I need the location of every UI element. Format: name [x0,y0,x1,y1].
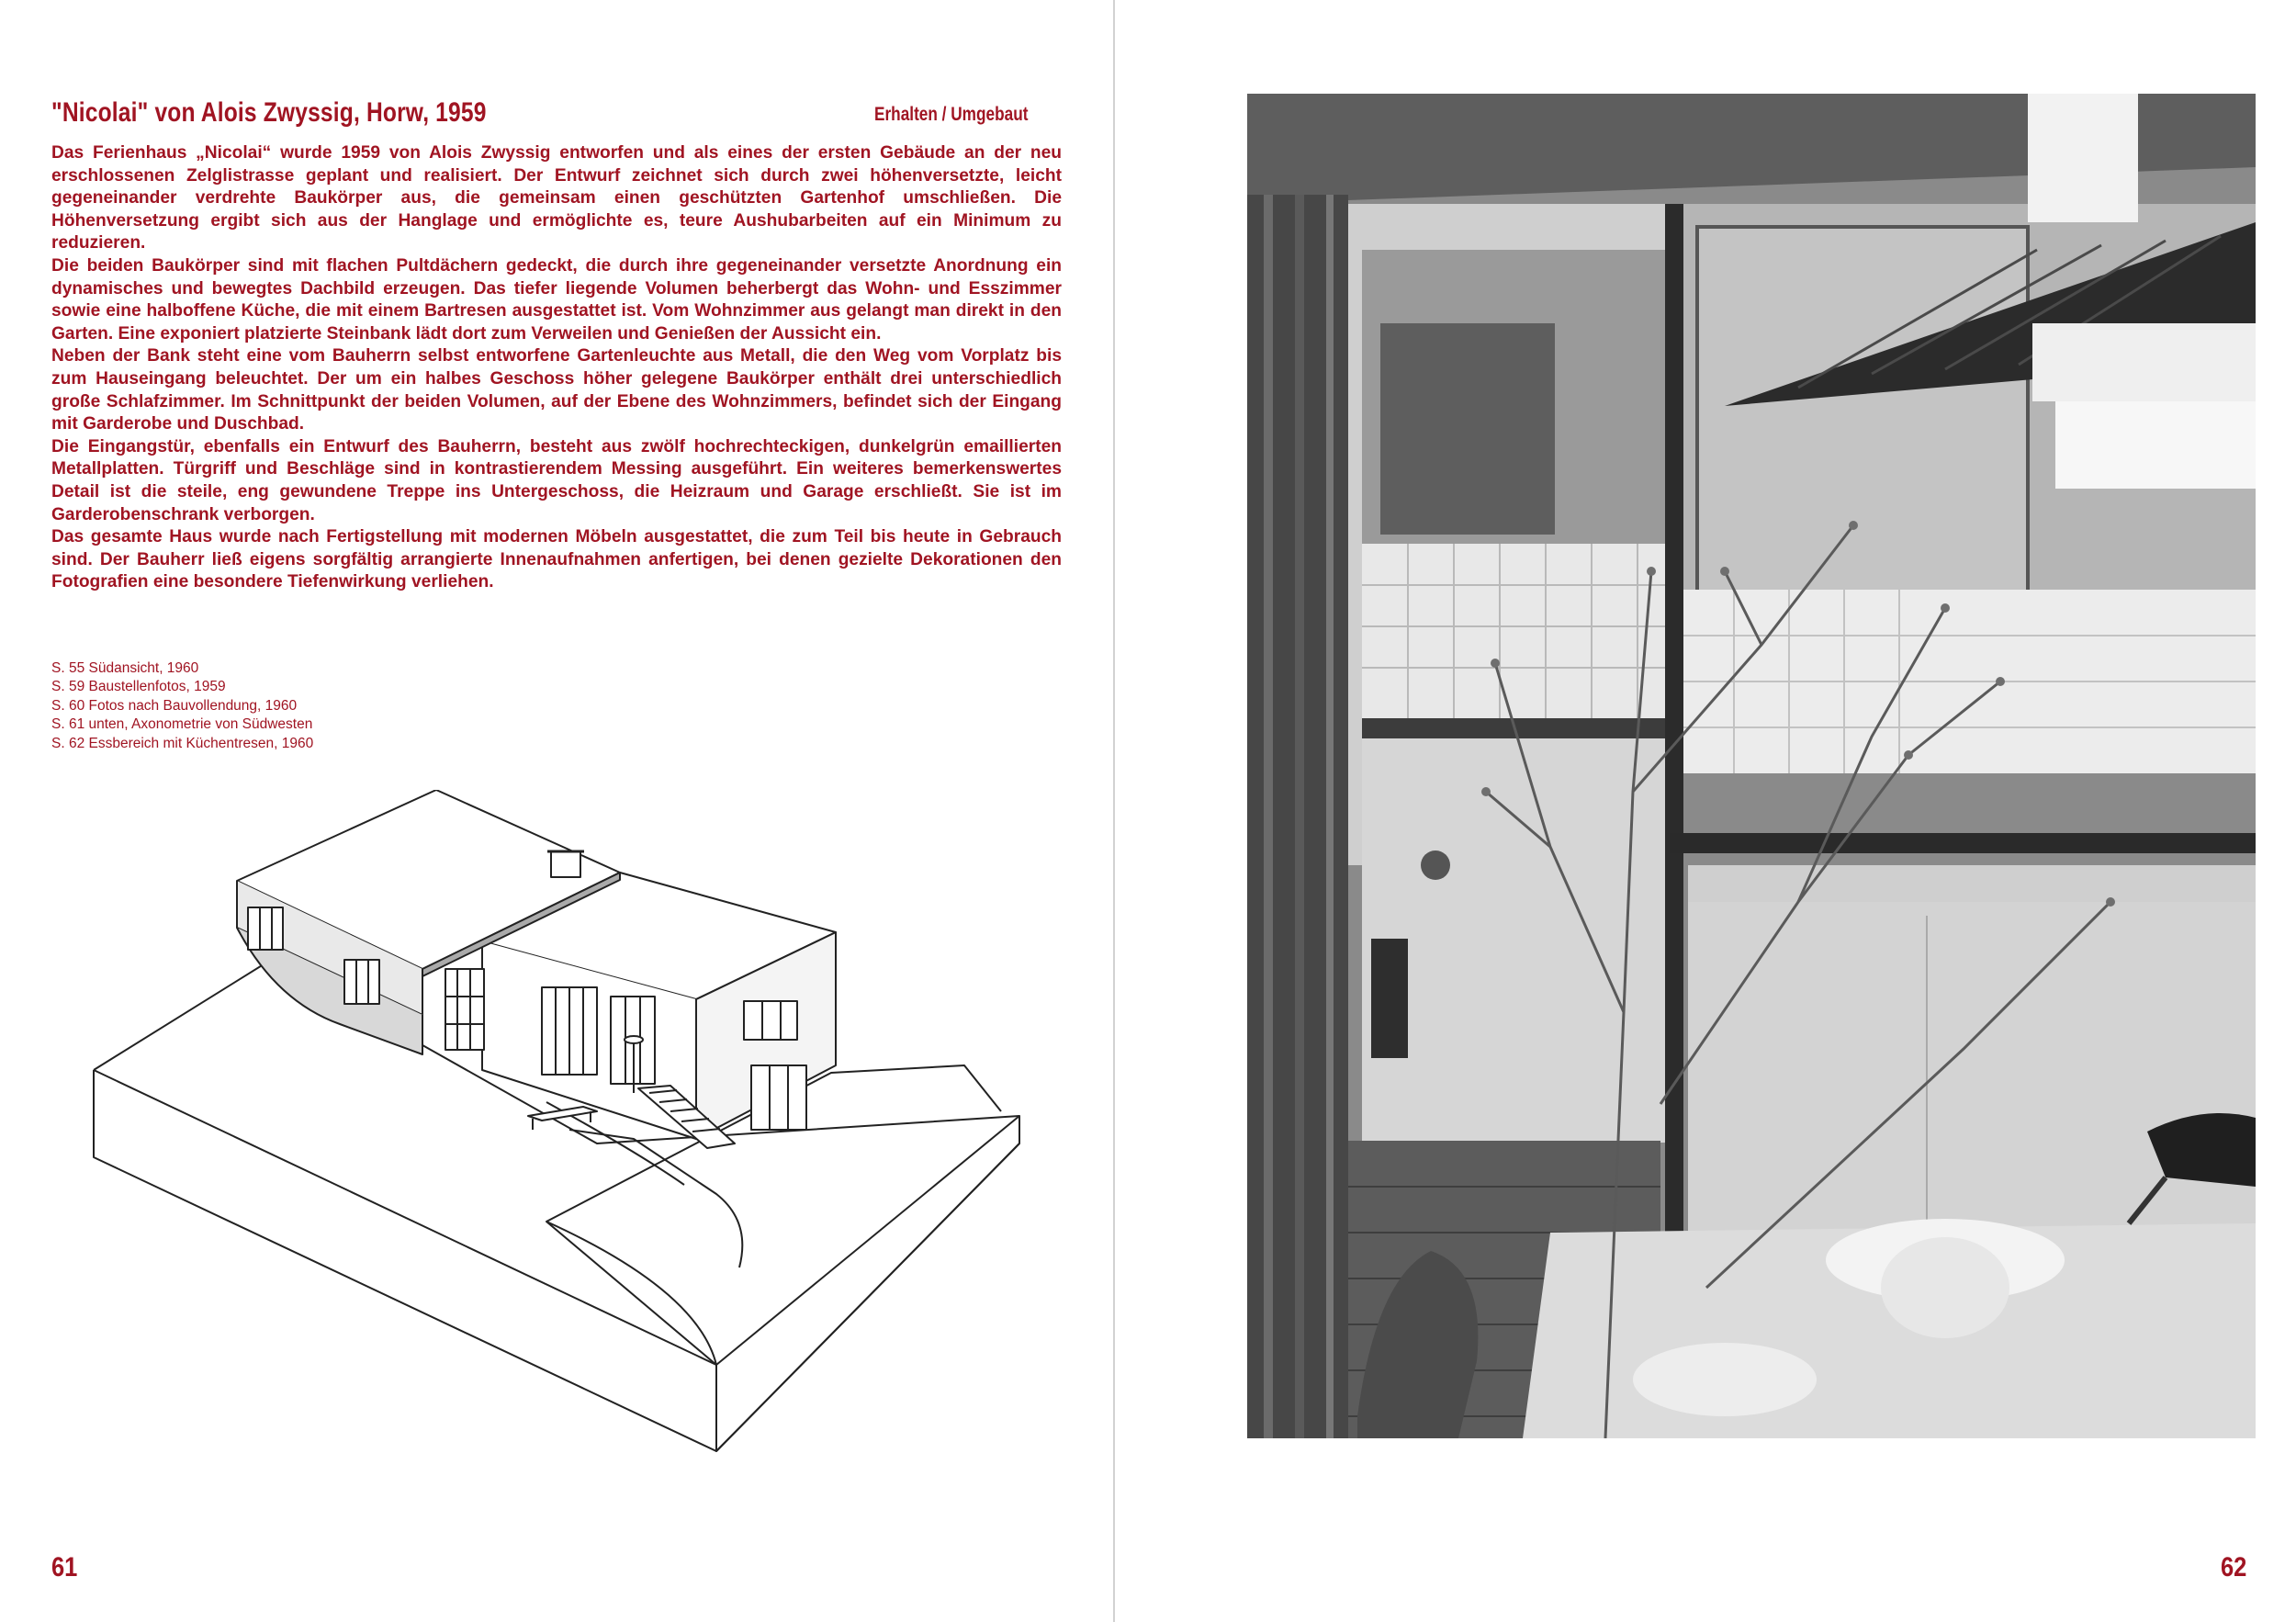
figure-captions [51,659,313,753]
caption: S. 61 unten, Axonometrie von Südwesten [51,716,313,733]
page-number-right: 62 [2221,1552,2247,1583]
paragraph: Neben der Bank steht eine vom Bauherrn selbst entworfene Gartenleuchte aus Metall, die den Weg vom Vorplatz bis zum Hauseingang beleuchtet. Der um ein halbes Geschoss höher gelegene Baukörper enthält drei unterschiedlich große Schlafzimmer. Im Schnittpunkt der beiden Volumen, auf der Ebene des Wohnzimmers, befindet sich der Eingang mit Garderobe und Duschbad. [51,346,1062,434]
article-title: "Nicolai" von Alois Zwyssig, Horw, 1959 [51,97,487,128]
interior-photo [1247,94,2256,1438]
page-edge-left [1113,0,1115,1622]
paragraph: Das gesamte Haus wurde nach Fertigstellung mit modernen Möbeln ausgestattet, die zum Teil bis heute in Gebrauch sind. Der Bauherr ließ eigens sorgfältig arrangierte Innenaufnahmen anfertigen, bei denen gezielte Dekorationen den Fotografien eine besondere Tiefenwirkung verliehen. [51,527,1062,592]
caption: S. 60 Fotos nach Bauvollendung, 1960 [51,697,298,714]
paragraph: Die Eingangstür, ebenfalls ein Entwurf des Bauherrn, besteht aus zwölf hochrechteckigen, dunkelgrün emaillierten Metallplatten. Türgriff und Beschläge sind in kontrastierendem Messing ausgeführt. Ein weiteres bemerkenswertes Detail ist die steile, eng gewundene Treppe ins Untergeschoss, die Heizraum und Garage erschließt. Sie ist im Garderobenschrank verborgen. [51,436,1062,524]
axonometric-drawing [83,790,1033,1460]
body-text [51,142,1062,594]
caption: S. 62 Essbereich mit Küchentresen, 1960 [51,735,314,751]
left-page [0,0,1114,1622]
page-number-left: 61 [51,1552,78,1583]
paragraph: Das Ferienhaus „Nicolai“ wurde 1959 von Alois Zwyssig entworfen und als eines der ersten Gebäude an der neu erschlossenen Zelglistrasse geplant und realisiert. Der Entwurf zeichnet sich durch zwei höhenversetzte, leicht gegeneinander verdrehte Baukörper aus, die gemeinsam einen geschützten Gartenhof umschließen. Die Höhenversetzung ergibt sich aus der Hanglage und ermöglichte es, teure Aushubarbeiten auf ein Minimum zu reduzieren. [51,143,1062,253]
caption: S. 55 Südansicht, 1960 [51,660,199,676]
caption: S. 59 Baustellenfotos, 1959 [51,679,226,695]
paragraph: Die beiden Baukörper sind mit flachen Pultdächern gedeckt, die durch ihre gegeneinander versetzte Anordnung ein dynamisches und bewegtes Dachbild erzeugen. Das tiefer liegende Volumen beherbergt das Wohn- und Esszimmer sowie eine halboffene Küche, die mit einem Bartresen ausgestattet ist. Vom Wohnzimmer aus gelangt man direkt in den Garten. Eine exponiert platzierte Steinbank lädt dort zum Verweilen und Genießen der Aussicht ein. [51,255,1062,344]
status-label: Erhalten / Umgebaut [874,104,1029,125]
